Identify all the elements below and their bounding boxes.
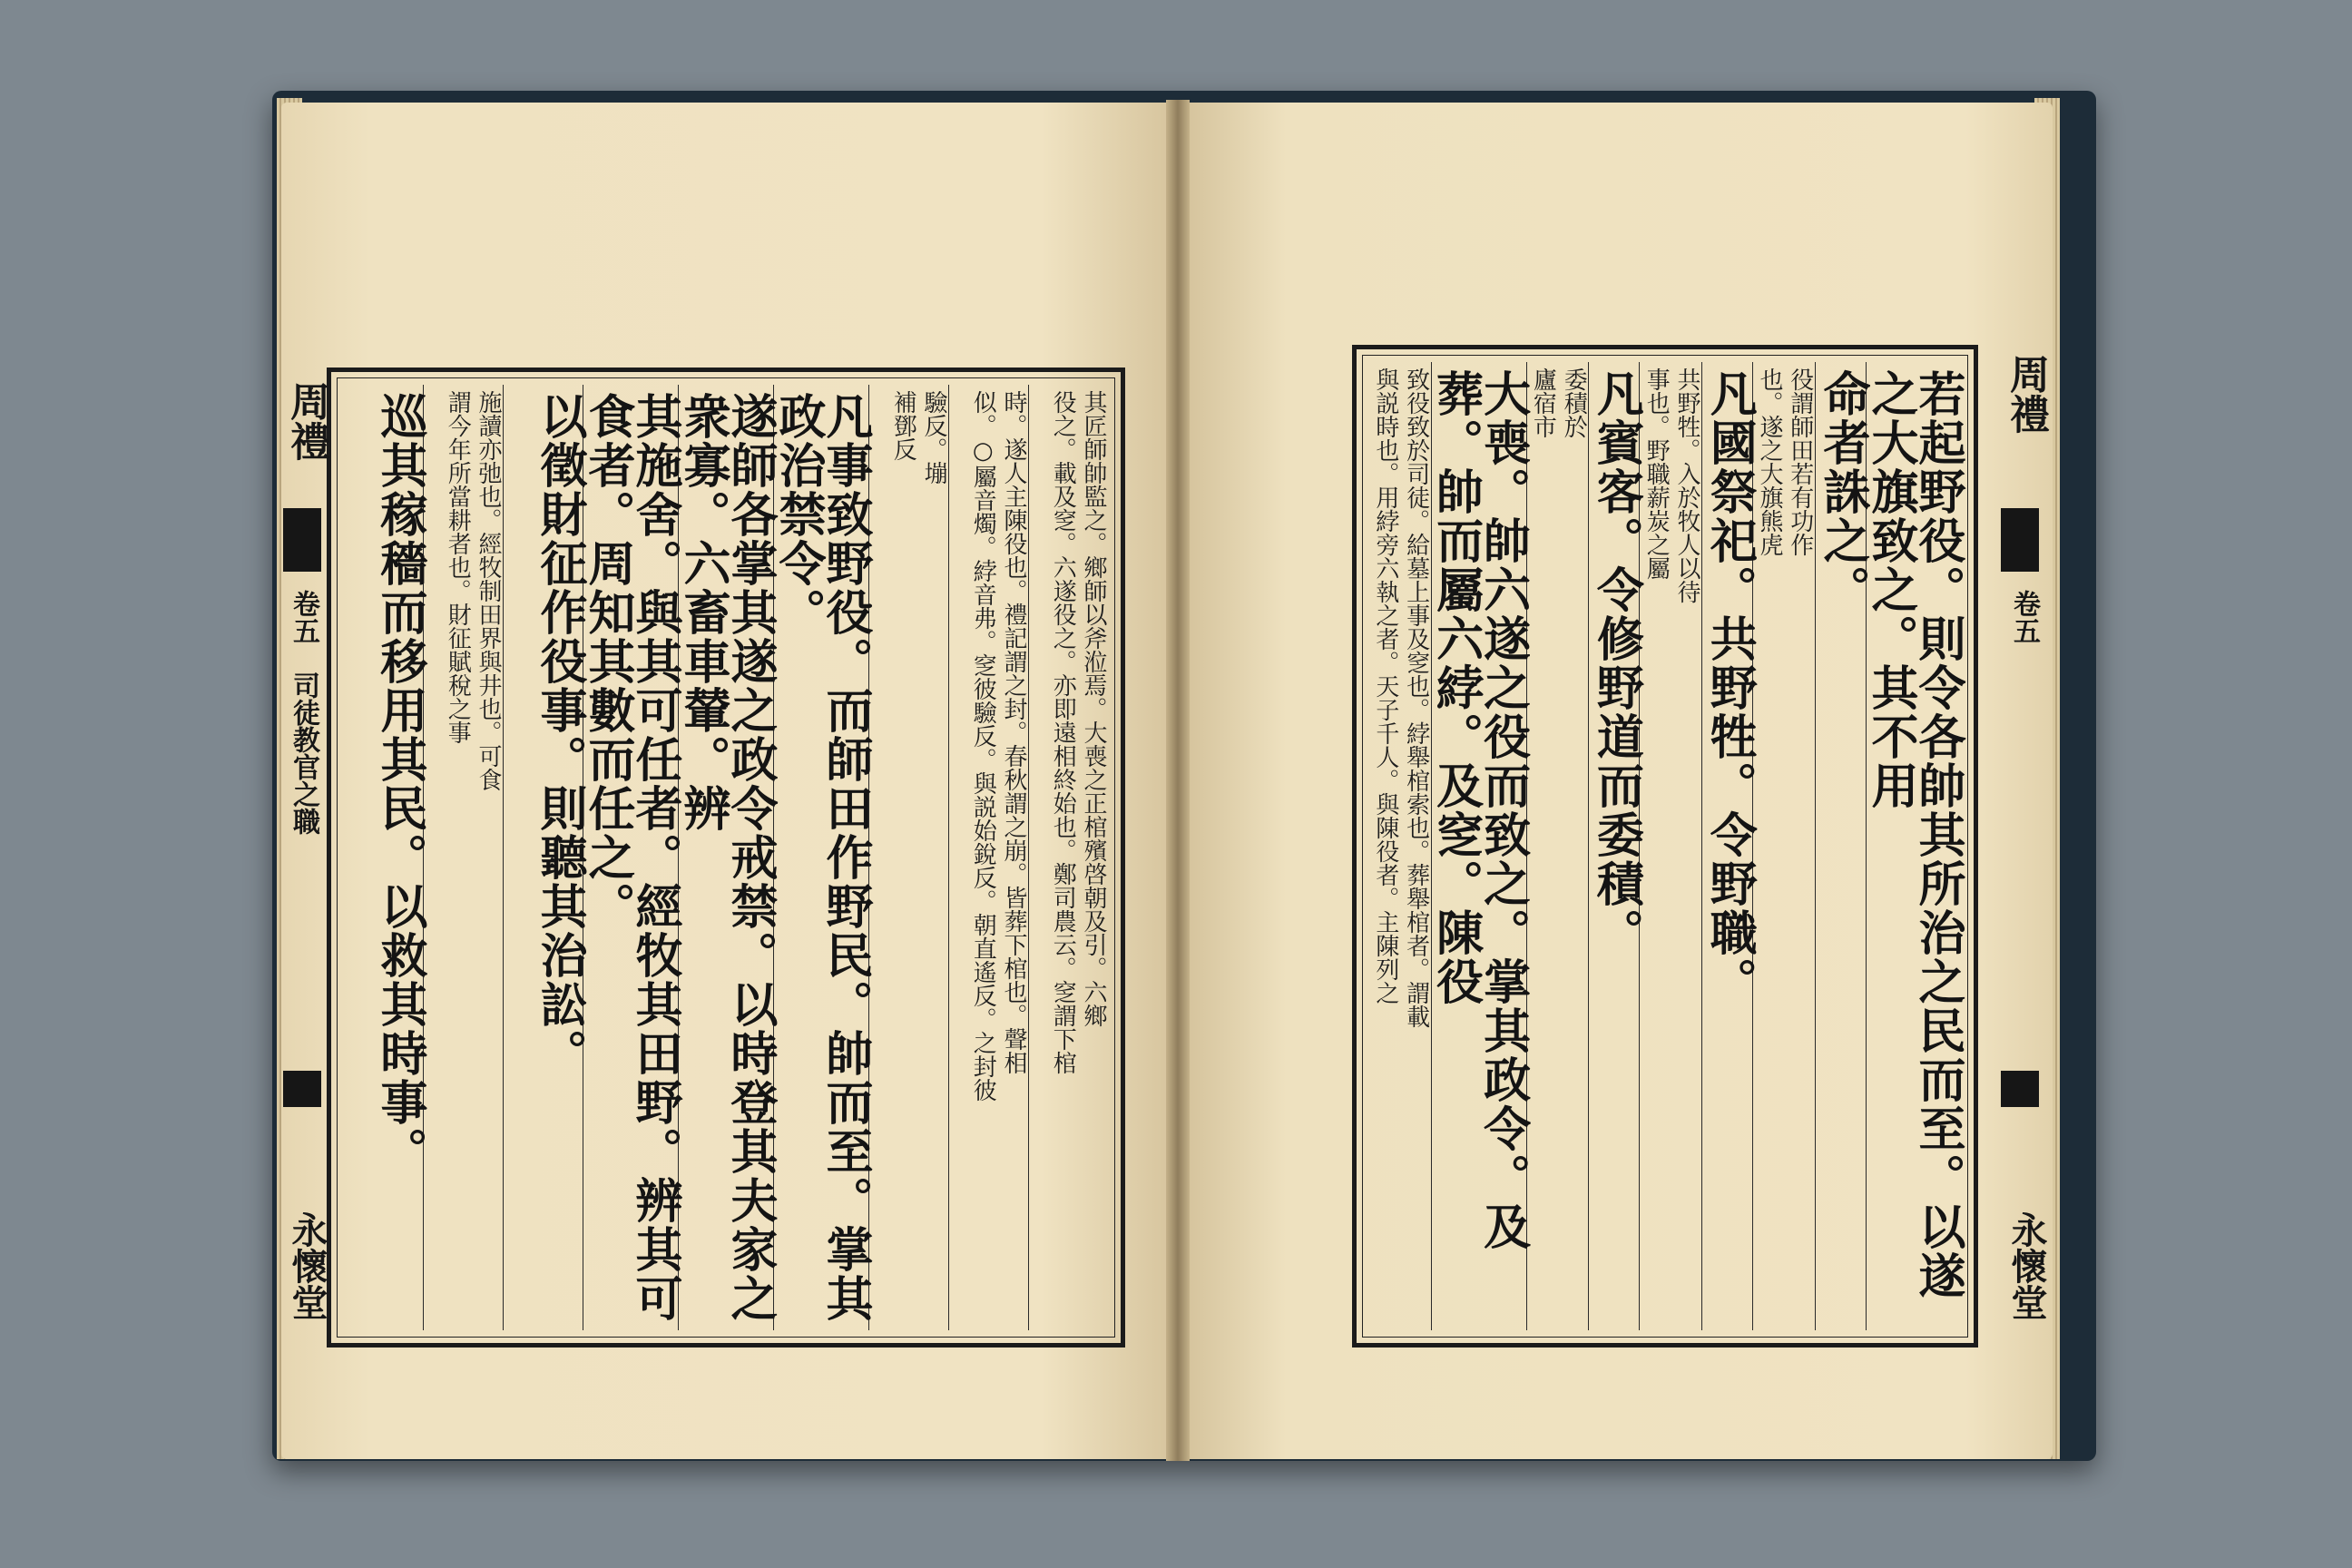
left-commentary-line: 役之。載及窆。六遂役之。亦即遠相終始也。鄭司農云。窆謂下棺 [1049, 390, 1077, 1074]
left-column [868, 385, 948, 1330]
right-column [1588, 362, 1644, 1330]
left-commentary-line: 其匠師帥監之。鄉師以斧涖焉。大喪之正棺殯啓朝及引。六鄉 [1080, 390, 1107, 1027]
left-commentary-line: 補鄧反 [889, 390, 917, 461]
left-banner-publisher: 永懷堂 [286, 1211, 328, 1320]
left-commentary-line: 施讀亦弛也。經牧制田界與井也。可食 [475, 390, 502, 791]
left-lower-fish-mark-icon [283, 1071, 321, 1107]
right-column [1526, 362, 1589, 1330]
left-commentary-line: 時。遂人主陳役也。禮記謂之封。春秋謂之崩。皆葬下棺也。聲相 [1000, 390, 1027, 1074]
left-columns [344, 385, 1108, 1330]
right-fish-mark-icon [2001, 508, 2039, 572]
right-banner-title: 周禮 [2003, 354, 2049, 434]
right-commentary [1369, 362, 1431, 1330]
right-main-text: 命者誅之。 [1815, 369, 1870, 614]
right-main-text: 若起野役。則令各帥其所治之民而至。以遂之大旗致之。其不用 [1863, 369, 1965, 1300]
right-column [1863, 362, 1965, 1330]
left-column [344, 385, 427, 1330]
left-main-text: 以徵財征作役事。則聽其治訟。 [532, 392, 587, 1078]
right-main-text: 凡國祭祀。共野牲。令野職。 [1701, 369, 1758, 1006]
left-column [948, 385, 1028, 1330]
right-column [1427, 362, 1531, 1330]
right-commentary-line: 役謂師田若有功作 [1786, 368, 1814, 556]
right-commentary [1753, 362, 1815, 1330]
left-main-text: 其施舍。與其可任者。經牧其田野。辨其可食者。周知其數而任之。 [580, 392, 682, 1323]
left-commentary [966, 385, 1028, 1330]
book-gutter [1166, 100, 1190, 1461]
left-banner-section: 司徒教官之職 [288, 671, 319, 835]
left-column [503, 385, 587, 1330]
right-main-text: 凡賓客。令修野道而委積。 [1588, 369, 1644, 957]
right-commentary-line: 與説時也。用綍旁六執之者。天子千人。與陳役者。主陳列之 [1371, 368, 1399, 1004]
right-banner-publisher: 永懷堂 [2005, 1211, 2048, 1320]
right-column [1639, 362, 1701, 1330]
left-column [423, 385, 503, 1330]
right-commentary-line: 委積於 [1560, 368, 1588, 438]
left-commentary [887, 385, 948, 1330]
left-fish-mark-icon [283, 508, 321, 572]
right-commentary-line: 共野牲。入於牧人以待 [1673, 368, 1700, 603]
right-column [1369, 362, 1431, 1330]
left-text-frame [327, 368, 1125, 1348]
left-column [580, 385, 682, 1330]
left-column [1028, 385, 1108, 1330]
left-column [675, 385, 778, 1330]
right-commentary [1527, 362, 1589, 1330]
right-commentary [1640, 362, 1701, 1330]
left-column [770, 385, 873, 1330]
left-banner-volume: 卷五 [288, 590, 319, 644]
left-commentary [441, 385, 503, 1330]
left-main-text: 巡其稼穡而移用其民。以救其時事。 [372, 392, 427, 1176]
right-lower-fish-mark-icon [2001, 1071, 2039, 1107]
right-commentary-line: 也。遂之大旗熊虎 [1756, 368, 1783, 556]
right-text-frame [1352, 345, 1978, 1348]
left-banner-title: 周禮 [283, 381, 329, 461]
left-commentary-line: 謂今年所當耕者也。財征賦稅之事 [444, 390, 472, 744]
left-main-text: 凡事致野役。而師田作野民。帥而至。掌其政治禁令。 [770, 392, 873, 1323]
right-columns [1369, 362, 1965, 1330]
left-commentary [1046, 385, 1108, 1330]
left-commentary-line: 驗反。塴 [920, 390, 947, 485]
right-main-text: 大喪。帥六遂之役而致之。掌其政令。及葬。帥而屬六綍。及窆。陳役 [1427, 369, 1531, 1251]
left-main-text: 遂師各掌其遂之政令戒禁。以時登其夫家之衆寡。六畜車輦。辨 [675, 392, 778, 1323]
right-commentary-line: 致役致於司徒。給墓上事及窆也。綍舉棺索也。葬舉棺者。謂載 [1402, 368, 1430, 1028]
right-commentary-line: 廬宿市 [1529, 368, 1557, 438]
right-column [1701, 362, 1758, 1330]
right-column [1752, 362, 1815, 1330]
right-banner-volume: 卷五 [2008, 590, 2040, 644]
right-commentary-line: 事也。野職薪炭之屬 [1642, 368, 1671, 580]
left-commentary-line: 似。○屬音燭。綍音弗。窆彼驗反。與説始銳反。朝直遙反。之封彼 [969, 390, 997, 1102]
right-column [1815, 362, 1870, 1330]
